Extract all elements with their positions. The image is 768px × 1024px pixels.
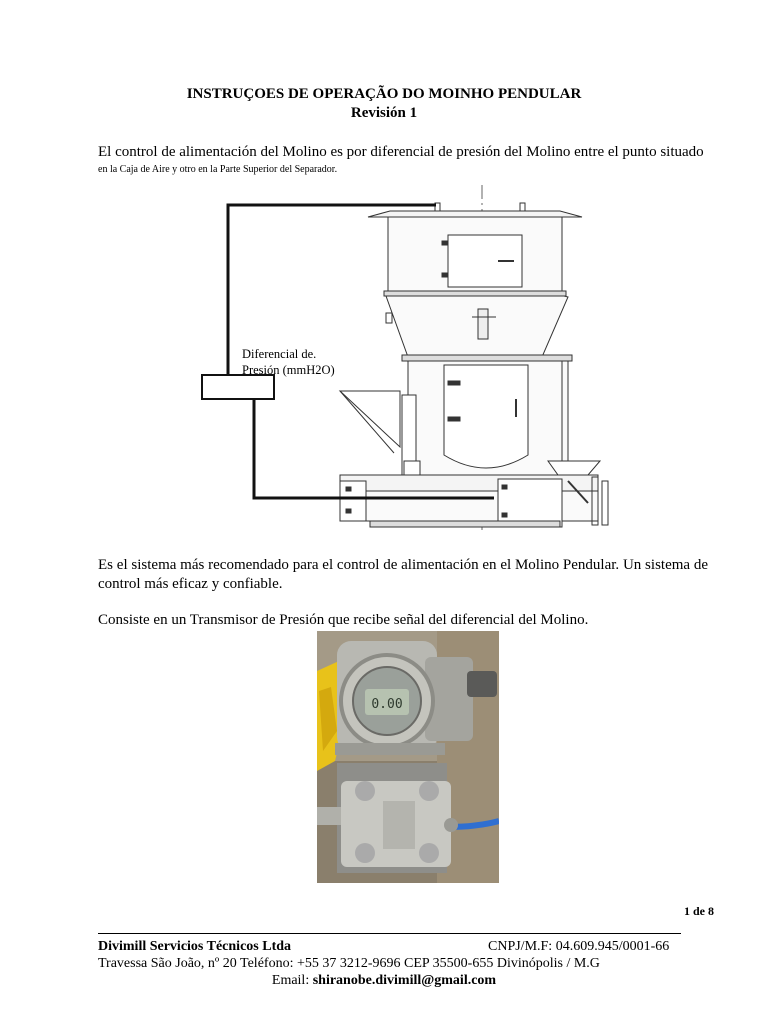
company-cnpj: CNPJ/M.F: 04.609.945/0001-66 (488, 939, 670, 954)
paragraph-recommendation: Es el sistema más recomendado para el control de alimentación en el Molino Pendular. Un sistema de control más eficaz y confiable. (98, 557, 708, 592)
company-name: Divimill Servicios Técnicos Ltda (98, 939, 292, 954)
paragraph-intro-small: en la Caja de Aire y otro en la Parte Superior del Separador. (98, 164, 338, 175)
company-address: Travessa São João, nº 20 Teléfono: +55 37 3212-9696 CEP 35500-655 Divinópolis / M.G (98, 956, 600, 971)
document-revision: Revisión 1 (350, 105, 418, 121)
company-email-line (0, 973, 768, 989)
email-label: Email: (271, 973, 313, 988)
transmitter-display-reading: 0.00 (371, 697, 403, 712)
email-link[interactable]: shiranobe.divimill@gmail.com (312, 973, 497, 988)
paragraph-transmitter: Consiste en un Transmisor de Presión que recibe señal del diferencial del Molino. (98, 612, 589, 628)
diagram-label-line2: Presión (mmH2O) (242, 363, 335, 377)
page-number: 1 de 8 (684, 904, 714, 918)
paragraph-intro: El control de alimentación del Molino es por diferencial de presión del Molino entre el punto situado (98, 144, 704, 160)
document-title: INSTRUÇOES DE OPERAÇÃO DO MOINHO PENDULAR (186, 86, 582, 102)
diagram-label-line1: Diferencial de. (242, 347, 317, 361)
transmitter-photo (317, 631, 499, 883)
footer-divider (98, 933, 681, 934)
